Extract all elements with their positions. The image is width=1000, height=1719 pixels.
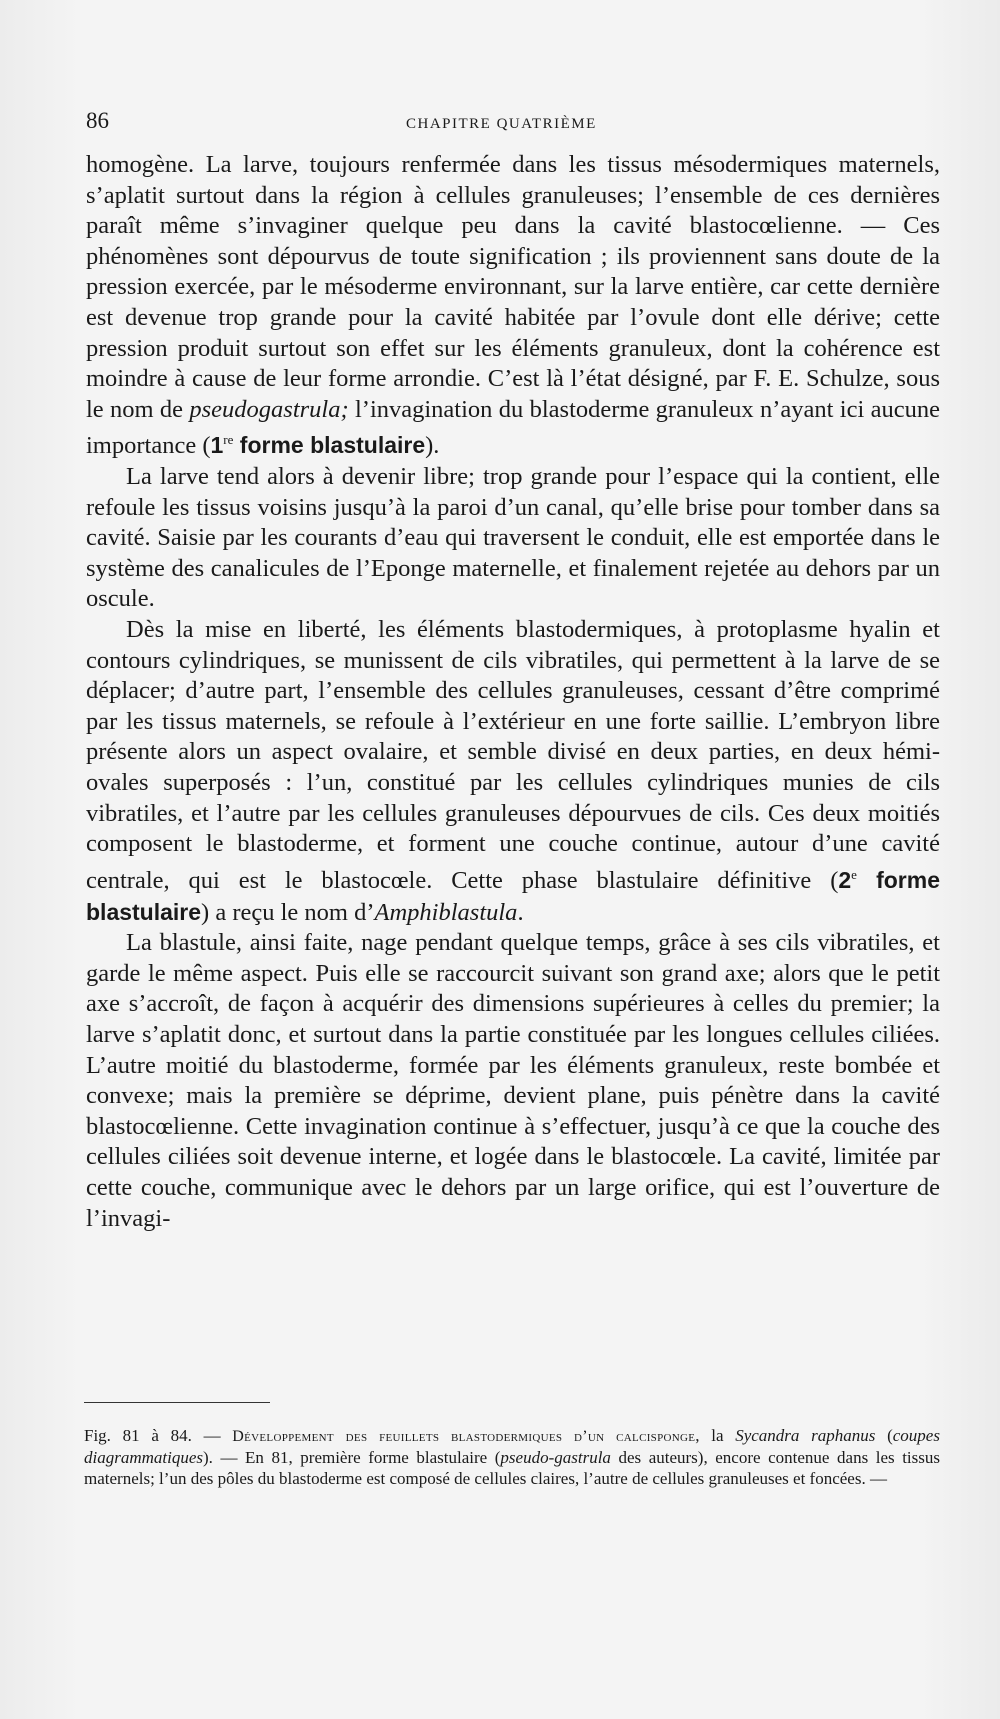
page-header	[86, 108, 946, 138]
running-head: CHAPITRE QUATRIÈME	[406, 116, 597, 132]
paragraph-4: La blastule, ainsi faite, nage pendant quelque temps, grâce à ses cils vibratiles, et garde le même aspect. Puis elle se raccourcit suivant son grand axe; alors que le petit axe s’accroît, de façon à acquérir des dimensions supérieures à celles du premier; la larve s’aplatit donc, et surtout dans la partie constituée par les longues cellules ciliées. L’autre moitié du blastoderme, formée par les éléments granuleux, reste bombée et convexe; mais la première se déprime, devient plane, puis pénètre dans la cavité blastocœlienne. Cette invagination continue à s’effectuer, jusqu’à ce que la couche des cellules ciliées soit devenue interne, et logée dans le blastocœle. La cavité, limitée par cette couche, communique avec le dehors par un large orifice, qui est l’ouverture de l’invagi-	[86, 929, 940, 1232]
first-form-label: forme blastulaire	[233, 432, 426, 459]
term-amphiblastula: Amphiblastula	[374, 898, 518, 926]
second-form-superscript: e	[851, 866, 857, 882]
paragraph-3	[86, 615, 940, 928]
caption-pseudogastrula: pseudo-gastrula	[500, 1448, 611, 1467]
caption-sections: coupes diagrammatiques	[84, 1426, 940, 1467]
paragraph-3-text-c: .	[517, 898, 524, 926]
paragraph-1-text-b: l’invagination du blastoderme granuleux n’ayant ici aucune importance (	[86, 395, 940, 460]
caption-text-d: des auteurs), encore contenue dans les tissus maternels; l’un des pôles du blastoderme est composé de cellules claires, l’autre de cellules granuleuses et foncées. —	[84, 1448, 940, 1488]
paragraph-1-text-c: ).	[425, 432, 440, 460]
body-text	[86, 150, 940, 1234]
paragraph-3-text-a: Dès la mise en liberté, les éléments blastodermiques, à protoplasme hyalin et contours cylindriques, se munissent de cils vibratiles, qui permettent à la larve de se déplacer; d’autre part, l’ensemble des cellules granuleuses, cessant d’être comprimé par les tissus maternels, se refoule à l’extérieur en une forte saillie. L’embryon libre présente alors un aspect ovalaire, et semble divisé en deux parties, en deux hémi-ovales superposés : l’un, constitué par les cellules cylindriques munies de cils vibratiles, et l’autre par les cellules granuleuses dépourvues de cils. Ces deux moitiés composent le blastoderme, et forment une couche continue, autour d’une cavité centrale, qui est le blastocœle. Cette phase blastulaire définitive (	[86, 616, 940, 894]
caption-species: Sycandra raphanus	[735, 1426, 876, 1445]
second-form-label: forme blastulaire	[86, 866, 940, 925]
footnote-rule	[84, 1402, 270, 1403]
first-form-number: 1	[210, 432, 224, 459]
caption-text-b: (	[875, 1426, 893, 1445]
figure-caption	[84, 1425, 940, 1489]
second-form-number: 2	[838, 866, 852, 893]
paragraph-1-text-a: homogène. La larve, toujours renfermée dans les tissus mésodermiques maternels, s’aplatit surtout dans la région à cellules granuleuses; l’ensemble de ces dernières paraît même s’invaginer quelque peu dans la cavité blastocœlienne. — Ces phénomènes sont dépourvus de toute signification ; ils proviennent sans doute de la pression exercée, par le mésoderme environnant, sur la larve entière, car cette dernière est devenue trop grande pour la cavité habitée par l’ovule dont elle dérive; cette pression produit surtout son effet sur les éléments granuleux, dont la cohérence est moindre à cause de leur forme arrondie. C’est là l’état désigné, par F. E. Schulze, sous le nom de	[86, 151, 940, 423]
first-form-superscript: re	[223, 432, 234, 448]
caption-label: Fig. 81 à 84. —	[84, 1426, 233, 1445]
caption-text-a: , la	[695, 1426, 736, 1445]
term-pseudogastrula: pseudogastrula;	[189, 395, 349, 423]
caption-title: Développement des feuillets blastodermiques d’un calcisponge	[232, 1428, 696, 1445]
paragraph-3-text-b: ) a reçu le nom d’	[201, 898, 375, 926]
caption-text-c: ). — En 81, première forme blastulaire (	[203, 1448, 501, 1467]
paragraph-1	[86, 150, 940, 462]
page-number: 86	[86, 108, 109, 133]
paragraph-2: La larve tend alors à devenir libre; trop grande pour l’espace qui la contient, elle refoule les tissus voisins jusqu’à la paroi d’un canal, qu’elle brise pour tomber dans sa cavité. Saisie par les courants d’eau qui traversent le conduit, elle est emportée dans le système des canalicules de l’Eponge maternelle, et finalement rejetée au dehors par un oscule.	[86, 463, 940, 613]
